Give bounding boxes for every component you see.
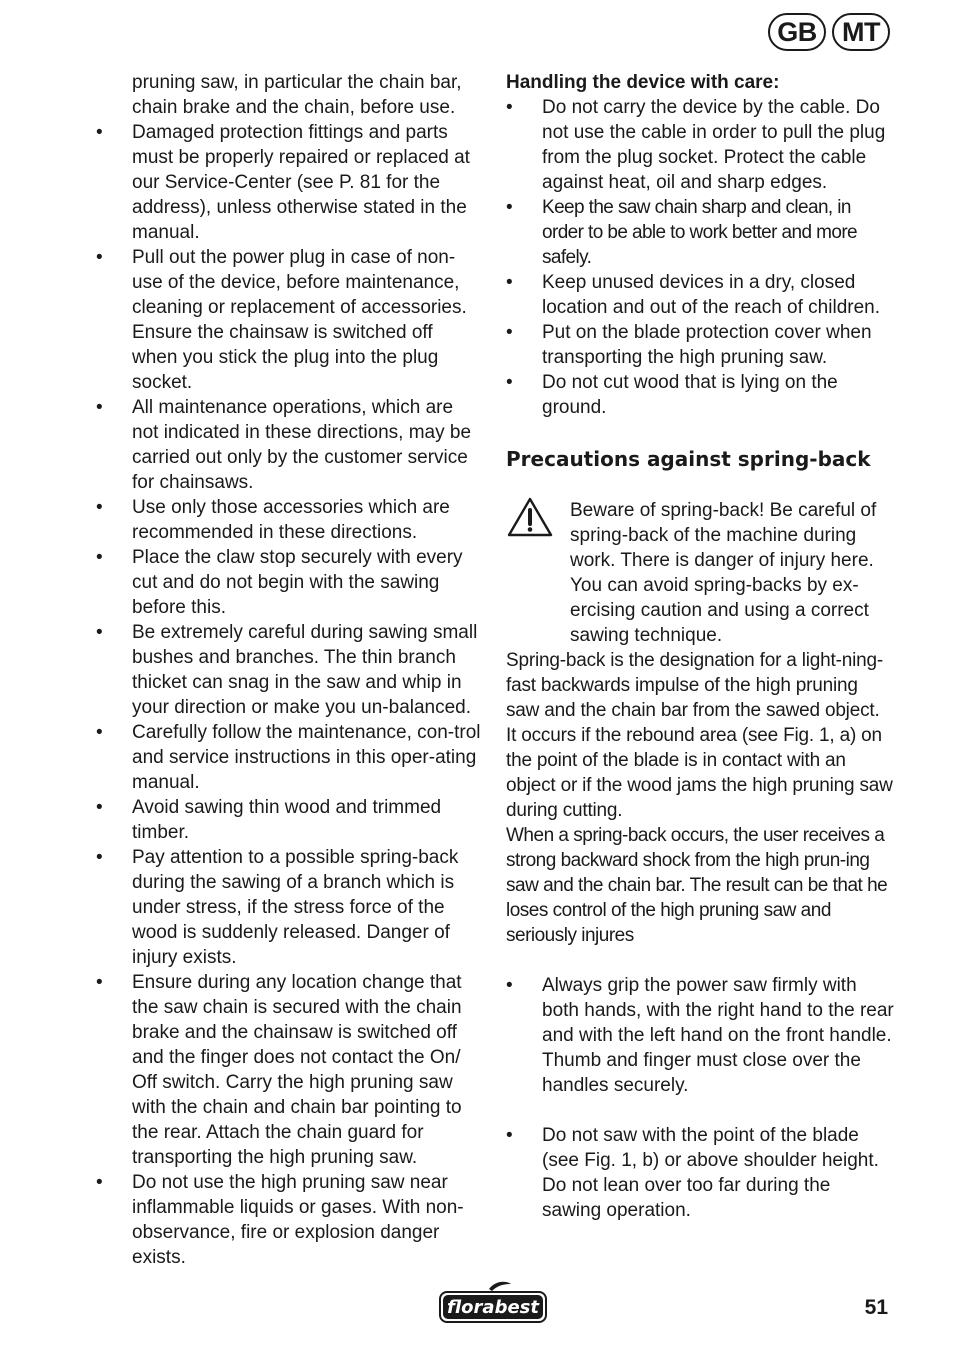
list-item-text: Ensure during any location change that the saw chain is secured with the chain brake and the chainsaw is switched off and the finger does not contact the On/ Off switch. Carry the high pruning saw with the chain and chain bar pointing to the rear. Attach the chain guard for transporting the high pruning saw. bbox=[132, 972, 462, 1168]
bullet-symbol: • bbox=[506, 272, 513, 293]
bullet-symbol: • bbox=[96, 847, 103, 868]
language-badges bbox=[768, 13, 890, 51]
spring-back-paragraph-2: When a spring-back occurs, the user receives a strong backward shock from the high prun-ing saw and the chain bar. The result can be that he loses control of the high pruning saw and seriously injures bbox=[506, 825, 888, 946]
list-item bbox=[96, 795, 482, 845]
list-item-text: All maintenance operations, which are not indicated in these directions, may be carried out only by the customer service for chainsaws. bbox=[132, 397, 472, 493]
list-item bbox=[96, 1170, 482, 1270]
list-item-text: Do not carry the device by the cable. Do not use the cable in order to pull the plug from the plug socket. Protect the cable against heat, oil and sharp edges. bbox=[542, 97, 886, 193]
list-item bbox=[96, 720, 482, 795]
bullet-symbol: • bbox=[506, 197, 513, 218]
list-item bbox=[96, 495, 482, 545]
bullet-symbol: • bbox=[96, 547, 103, 568]
handling-bullet-list bbox=[506, 95, 894, 420]
list-item-text: Do not cut wood that is lying on the ground. bbox=[542, 372, 838, 418]
bullet-symbol: • bbox=[506, 1125, 513, 1146]
warning-triangle-icon bbox=[506, 496, 554, 538]
list-item bbox=[506, 320, 894, 370]
list-item-text: Pull out the power plug in case of non-use of the device, before maintenance, cleaning or replacement of accessories. Ensure the chainsaw is switched off when you stick the plug into the plug socket. bbox=[132, 247, 467, 393]
list-item-text: Do not use the high pruning saw near inflammable liquids or gases. With non-observance, fire or explosion danger exists. bbox=[132, 1172, 464, 1268]
bullet-symbol: • bbox=[96, 972, 103, 993]
list-item bbox=[506, 973, 894, 1098]
spring-back-paragraph-1: Spring-back is the designation for a light-ning-fast backwards impulse of the high pruning saw and the chain bar from the sawed object. It occurs if the rebound area (see Fig. 1, a) on the point of the blade is in contact with an object or if the wood jams the high pruning saw during cutting. bbox=[506, 650, 893, 821]
bullet-symbol: • bbox=[506, 372, 513, 393]
list-item-text: pruning saw, in particular the chain bar, chain brake and the chain, before use. bbox=[132, 72, 462, 118]
list-item-text: Keep the saw chain sharp and clean, in order to be able to work better and more safely. bbox=[542, 197, 858, 268]
spacer bbox=[506, 1098, 894, 1123]
bullet-symbol: • bbox=[96, 122, 103, 143]
bullet-symbol: • bbox=[96, 497, 103, 518]
list-item bbox=[506, 370, 894, 420]
list-item bbox=[96, 545, 482, 620]
blade-point-bullet-list bbox=[506, 1123, 894, 1223]
warning-block bbox=[506, 498, 894, 648]
language-badge-mt: MT bbox=[832, 13, 890, 51]
warning-text: Beware of spring-back! Be careful of spring-back of the machine during work. There is danger of injury here. You can avoid spring-backs by ex-ercising caution and using a correct sawing technique. bbox=[570, 500, 877, 646]
handling-heading: Handling the device with care: bbox=[506, 72, 780, 93]
list-item-text: Always grip the power saw firmly with both hands, with the right hand to the rear and with the left hand on the front handle. Thumb and finger must close over the handles securely. bbox=[542, 975, 894, 1096]
left-bullet-list bbox=[96, 70, 482, 1270]
bullet-symbol: • bbox=[96, 1172, 103, 1193]
section-title-spring-back: Precautions against spring-back bbox=[506, 447, 871, 471]
bullet-symbol: • bbox=[96, 397, 103, 418]
list-item bbox=[96, 70, 482, 120]
list-item-text: Do not saw with the point of the blade (see Fig. 1, b) or above shoulder height. Do not lean over too far during the sawing operation. bbox=[542, 1125, 879, 1221]
bullet-symbol: • bbox=[96, 797, 103, 818]
list-item-text: Place the claw stop securely with every cut and do not begin with the sawing before this. bbox=[132, 547, 463, 618]
list-item bbox=[506, 270, 894, 320]
list-item bbox=[96, 395, 482, 495]
list-item-text: Pay attention to a possible spring-back during the sawing of a branch which is under stress, if the stress force of the wood is suddenly released. Danger of injury exists. bbox=[132, 847, 459, 968]
list-item-text: Damaged protection fittings and parts must be properly repaired or replaced at our Service-Center (see P. 81 for the address), unless otherwise stated in the manual. bbox=[132, 122, 470, 243]
page-number: 51 bbox=[864, 1296, 888, 1319]
bullet-symbol: • bbox=[96, 247, 103, 268]
bullet-symbol: • bbox=[506, 322, 513, 343]
bullet-symbol: • bbox=[96, 622, 103, 643]
list-item bbox=[96, 245, 482, 395]
list-item-text: Put on the blade protection cover when transporting the high pruning saw. bbox=[542, 322, 872, 368]
language-badge-gb: GB bbox=[768, 13, 826, 51]
logo-text: florabest bbox=[447, 1297, 539, 1318]
list-item bbox=[96, 970, 482, 1170]
right-column bbox=[506, 70, 894, 1223]
florabest-logo bbox=[437, 1280, 549, 1326]
bullet-symbol: • bbox=[96, 722, 103, 743]
spacer bbox=[506, 948, 894, 973]
list-item bbox=[506, 195, 894, 270]
list-item bbox=[96, 845, 482, 970]
bullet-symbol: • bbox=[506, 97, 513, 118]
left-column bbox=[96, 70, 482, 1270]
grip-bullet-list bbox=[506, 973, 894, 1098]
list-item-text: Avoid sawing thin wood and trimmed timber. bbox=[132, 797, 442, 843]
list-item-text: Carefully follow the maintenance, con-trol and service instructions in this oper-ating manual. bbox=[132, 722, 481, 793]
list-item bbox=[96, 620, 482, 720]
list-item-text: Use only those accessories which are recommended in these directions. bbox=[132, 497, 450, 543]
list-item-text: Be extremely careful during sawing small bushes and branches. The thin branch thicket can snag in the saw and whip in your direction or make you un-balanced. bbox=[132, 622, 478, 718]
bullet-symbol: • bbox=[506, 975, 513, 996]
list-item bbox=[506, 1123, 894, 1223]
list-item bbox=[506, 95, 894, 195]
list-item-text: Keep unused devices in a dry, closed location and out of the reach of children. bbox=[542, 272, 881, 318]
list-item bbox=[96, 120, 482, 245]
